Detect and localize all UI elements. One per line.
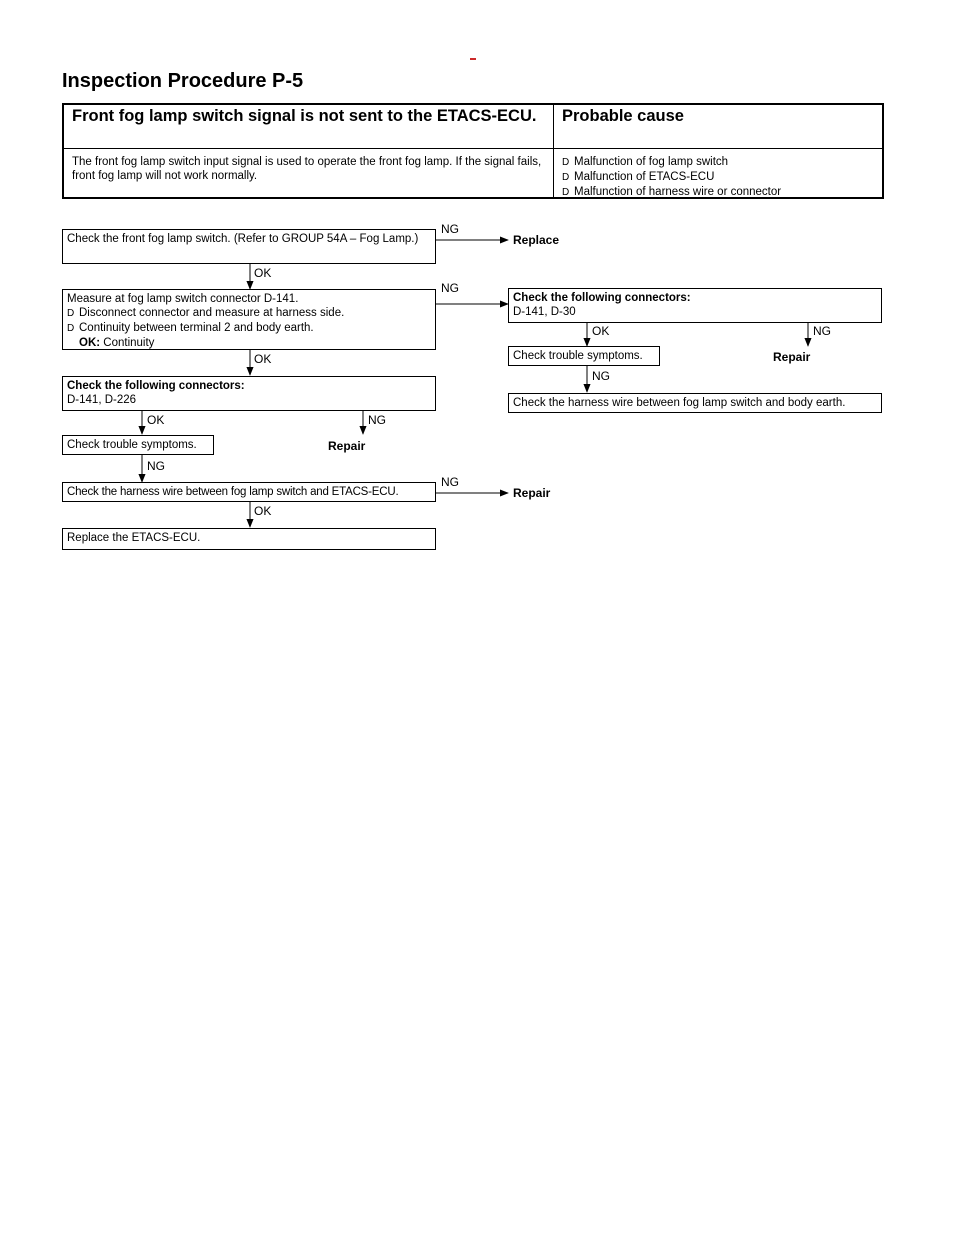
- branch-ng-label: NG: [813, 324, 831, 338]
- step1-ng-result: Replace: [513, 233, 560, 247]
- step3-ng-result: Repair: [328, 439, 366, 453]
- step4-ng-label: NG: [147, 459, 165, 473]
- step3-ok-label: OK: [147, 413, 165, 427]
- step-check-harness-etacs: Check the harness wire between fog lamp switch and ETACS-ECU.: [62, 482, 436, 502]
- branch-check-trouble-symptoms: Check trouble symptoms.: [508, 346, 660, 366]
- step-replace-etacs-ecu: Replace the ETACS-ECU.: [62, 528, 436, 550]
- bullet-icon: D: [562, 172, 570, 183]
- branch-check-connectors: Check the following connectors: D-141, D-30: [508, 288, 882, 323]
- step1-ng-label: NG: [441, 222, 459, 236]
- branch-check-harness-body-earth: Check the harness wire between fog lamp switch and body earth.: [508, 393, 882, 413]
- symptom-description: The front fog lamp switch input signal is used to operate the front fog lamp. If the signal fails, front fog lamp will not work normally.: [64, 149, 554, 197]
- step5-ng-label: NG: [441, 475, 459, 489]
- symptom-header: Front fog lamp switch signal is not sent to the ETACS-ECU.: [64, 105, 554, 149]
- branch-ok-label: OK: [592, 324, 610, 338]
- step2-ng-label: NG: [441, 281, 459, 295]
- cause-item: D Malfunction of harness wire or connector: [562, 186, 782, 198]
- cause-item: D Malfunction of fog lamp switch: [562, 156, 729, 168]
- bullet-icon: D: [562, 157, 570, 168]
- step1-ok-label: OK: [254, 266, 272, 280]
- bullet-icon: D: [67, 308, 75, 319]
- step5-ok-label: OK: [254, 504, 272, 518]
- page-title: Inspection Procedure P-5: [62, 70, 304, 92]
- bullet-icon: D: [562, 187, 570, 198]
- step-check-connectors: Check the following connectors: D-141, D-226: [62, 376, 436, 411]
- step-measure-connector: Measure at fog lamp switch connector D-141. D Disconnect connector and measure at harness side. D Continuity between terminal 2 and body earth. OK: Continuity: [62, 289, 436, 350]
- step-check-trouble-symptoms: Check trouble symptoms.: [62, 435, 214, 455]
- cause-item: D Malfunction of ETACS-ECU: [562, 171, 715, 183]
- branch-ng-result: Repair: [773, 350, 811, 364]
- probable-cause-header: Probable cause: [554, 105, 882, 149]
- bullet-icon: D: [67, 323, 75, 334]
- step5-ng-result: Repair: [513, 486, 551, 500]
- step2-ok-label: OK: [254, 352, 272, 366]
- branch-check-ng-label: NG: [592, 369, 610, 383]
- step-check-fog-lamp-switch: Check the front fog lamp switch. (Refer to GROUP 54A – Fog Lamp.): [62, 229, 436, 264]
- step3-ng-label: NG: [368, 413, 386, 427]
